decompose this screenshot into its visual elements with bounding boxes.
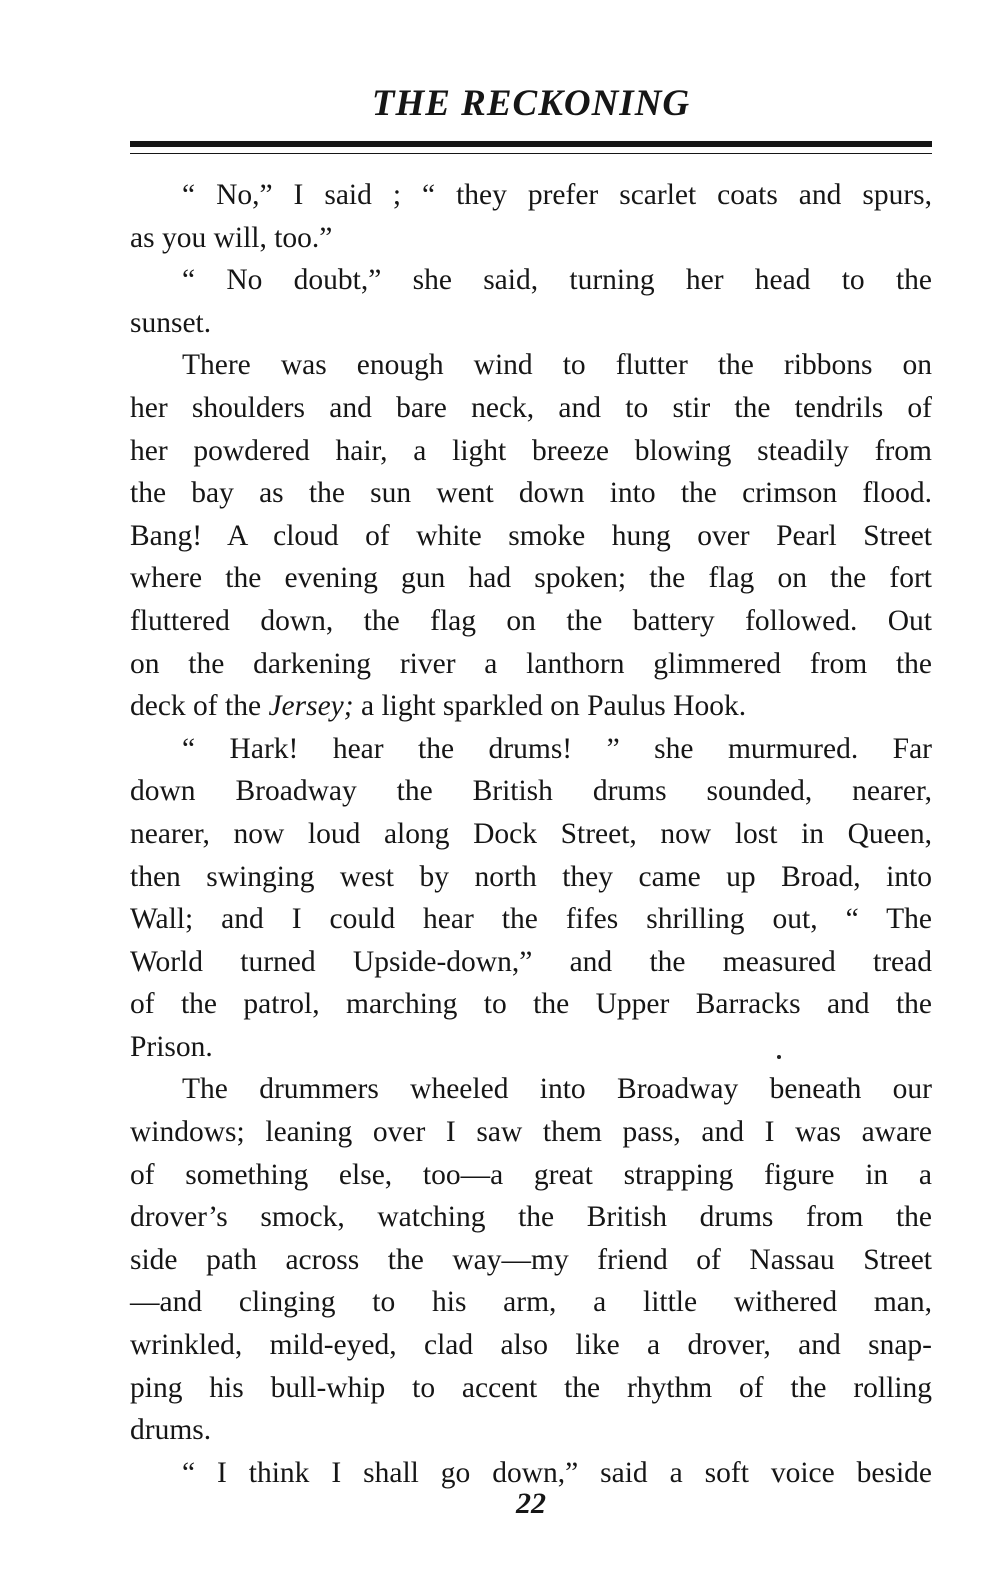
text-line: drums. — [130, 1414, 212, 1447]
text-line: “ No doubt,” she said, turning her head to the — [182, 264, 932, 297]
text-line: of something else, too—a great strapping figure in a — [130, 1158, 932, 1191]
header-rule-thin — [130, 153, 932, 154]
text-line: sunset. — [130, 306, 212, 339]
text-line: the bay as the sun went down into the crimson flood. — [130, 477, 932, 510]
text-line: down Broadway the British drums sounded, nearer, — [130, 775, 932, 808]
text-line: “ Hark! hear the drums! ” she murmured. Far — [182, 732, 932, 765]
text-line: windows; leaning over I saw them pass, and I was aware — [130, 1116, 932, 1149]
page-number: 22 — [516, 1487, 546, 1520]
text-line: There was enough wind to flutter the ribbons on — [182, 349, 932, 382]
text-line: drover’s smock, watching the British drums from the — [130, 1201, 932, 1234]
text-line: nearer, now loud along Dock Street, now lost in Queen, — [130, 817, 932, 850]
paragraph — [130, 259, 932, 344]
text-line: as you will, too.” — [130, 221, 333, 254]
print-speck — [777, 1055, 781, 1059]
text-line: side path across the way—my friend of Nassau Street — [130, 1243, 932, 1276]
text-line: The drummers wheeled into Broadway beneath our — [182, 1073, 932, 1106]
text-line: Bang! A cloud of white smoke hung over Pearl Street — [130, 519, 932, 552]
text-line: “ No,” I said ; “ they prefer scarlet coats and spurs, — [182, 179, 932, 211]
text-line — [130, 685, 932, 728]
text-line: World turned Upside-down,” and the measured tread — [130, 945, 932, 978]
text-line: of the patrol, marching to the Upper Barracks and the — [130, 988, 932, 1021]
text-run: deck of the — [130, 690, 269, 723]
text-line: fluttered down, the flag on the battery followed. Out — [130, 604, 932, 637]
paragraph — [130, 1068, 932, 1451]
text-line: “ I think I shall go down,” said a soft voice beside — [182, 1456, 932, 1489]
header-rule-thick — [130, 141, 932, 147]
paragraph — [130, 728, 932, 1069]
paragraph — [130, 174, 932, 259]
text-line: wrinkled, mild-eyed, clad also like a drover, and snap- — [130, 1329, 932, 1362]
running-head: THE RECKONING — [371, 83, 691, 124]
text-line: Wall; and I could hear the fifes shrilling out, “ The — [130, 903, 932, 936]
paragraph — [130, 344, 932, 727]
text-line: Prison. — [130, 1030, 213, 1063]
text-run: a light sparkled on Paulus Hook. — [353, 690, 747, 723]
text-line: her powdered hair, a light breeze blowing steadily from — [130, 434, 932, 467]
text-line: on the darkening river a lanthorn glimmered from the — [130, 647, 932, 680]
ship-name: Jersey; — [268, 690, 354, 723]
text-line: her shoulders and bare neck, and to stir the tendrils of — [130, 391, 932, 424]
text-line: —and clinging to his arm, a little withered man, — [130, 1286, 932, 1319]
text-line: ping his bull-whip to accent the rhythm of the rolling — [130, 1371, 932, 1404]
text-line: then swinging west by north they came up Broad, into — [130, 860, 932, 893]
text-line: where the evening gun had spoken; the flag on the fort — [130, 562, 932, 595]
body-text — [130, 174, 932, 1494]
